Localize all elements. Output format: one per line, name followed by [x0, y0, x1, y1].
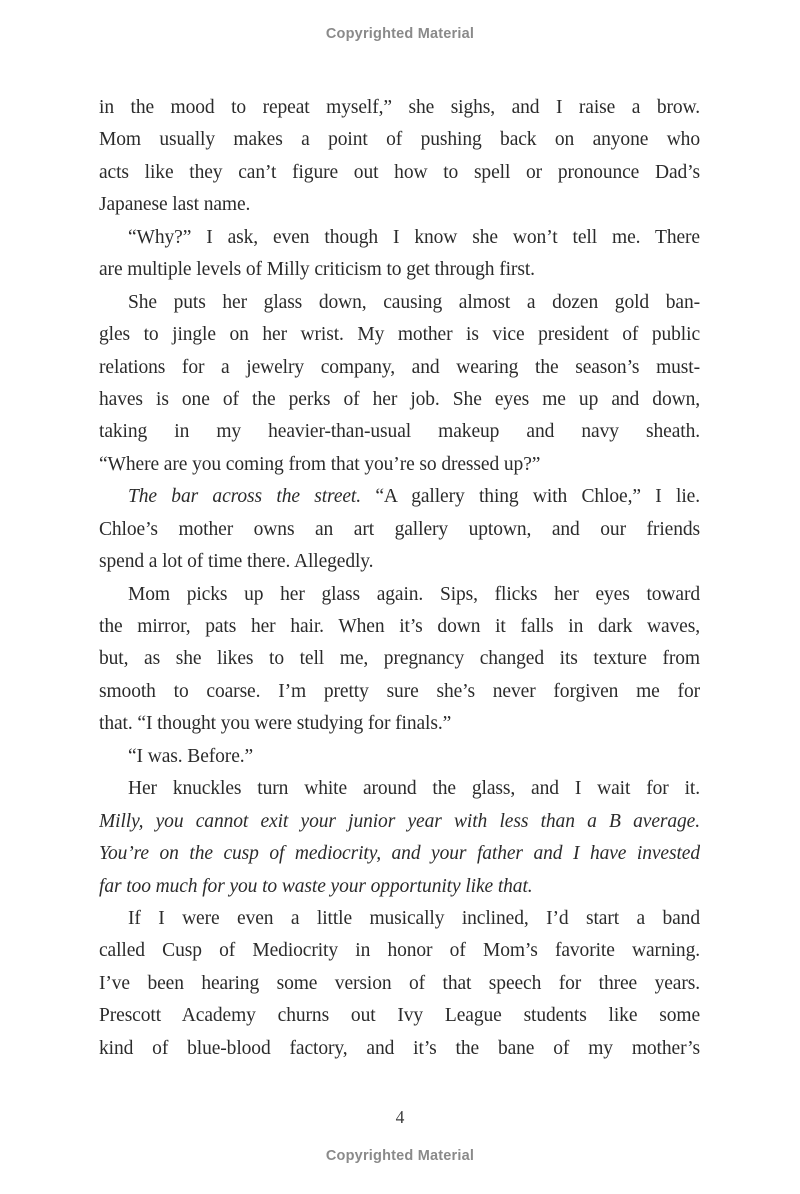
text-line [99, 708, 700, 740]
text-line [99, 157, 700, 189]
page-number: 4 [395, 1107, 405, 1127]
text-segment: Her knuckles turn white around the glass, and I wait for it. [128, 778, 700, 800]
text-line [99, 514, 700, 546]
text-line [99, 579, 700, 611]
text-line [99, 92, 700, 124]
text-segment: “Why?” I ask, even though I know she won’t tell me. There [128, 226, 700, 248]
text-segment: gles to jingle on her wrist. My mother is vice president of public [99, 324, 700, 346]
text-segment: haves is one of the perks of her job. She eyes me up and down, [99, 388, 700, 410]
text-segment: spend a lot of time there. Allegedly. [99, 551, 374, 573]
text-segment: Japanese last name. [99, 194, 251, 216]
text-segment: She puts her glass down, causing almost a dozen gold ban- [128, 291, 700, 313]
text-segment: acts like they can’t figure out how to spell or pronounce Dad’s [99, 161, 700, 183]
text-line [99, 222, 700, 254]
text-line [99, 935, 700, 967]
text-line [99, 384, 700, 416]
text-line [99, 546, 700, 578]
text-segment: Mom picks up her glass again. Sips, flicks her eyes toward [128, 583, 700, 605]
text-segment: that. “I thought you were studying for finals.” [99, 713, 452, 735]
text-line [99, 806, 700, 838]
text-segment: smooth to coarse. I’m pretty sure she’s never forgiven me for [99, 680, 700, 702]
text-segment: If I were even a little musically inclined, I’d start a band [128, 907, 700, 929]
text-line [99, 124, 700, 156]
text-segment: I’ve been hearing some version of that speech for three years. [99, 972, 700, 994]
text-line [99, 189, 700, 221]
text-line [99, 1000, 700, 1032]
text-line [99, 449, 700, 481]
footer-copyright-notice: Copyrighted Material [325, 1148, 475, 1164]
text-line [99, 871, 700, 903]
text-line [99, 481, 700, 513]
text-segment: are multiple levels of Milly criticism to get through first. [99, 259, 535, 281]
text-segment: “A gallery thing with Chloe,” I lie. [361, 486, 700, 508]
text-segment: Mom usually makes a point of pushing back on anyone who [99, 129, 700, 151]
text-segment: Prescott Academy churns out Ivy League students like some [99, 1005, 700, 1027]
text-segment: but, as she likes to tell me, pregnancy changed its texture from [99, 648, 700, 670]
header-copyright-notice: Copyrighted Material [325, 26, 475, 42]
text-segment: the mirror, pats her hair. When it’s down it falls in dark waves, [99, 616, 700, 637]
text-line [99, 643, 700, 675]
body-text [99, 92, 700, 1065]
text-line [99, 741, 700, 773]
text-line [99, 968, 700, 1000]
text-line [99, 676, 700, 708]
text-segment-italic: far too much for you to waste your opportunity like that. [99, 875, 533, 897]
text-line [99, 1033, 700, 1065]
text-line [99, 319, 700, 351]
text-line [99, 352, 700, 384]
text-segment: taking in my heavier-than-usual makeup and navy sheath. [99, 421, 700, 443]
text-line [99, 773, 700, 805]
text-segment-italic: The bar across the street. [128, 486, 362, 508]
text-segment-italic: You’re on the cusp of mediocrity, and your father and I have invested [99, 843, 700, 865]
text-segment: “I was. Before.” [128, 745, 254, 767]
text-segment: Chloe’s mother owns an art gallery uptown, and our friends [99, 518, 700, 540]
text-segment-italic: Milly, you cannot exit your junior year with less than a B average. [99, 810, 700, 832]
text-segment: kind of blue-blood factory, and it’s the bane of my mother’s [99, 1037, 700, 1059]
text-line [99, 254, 700, 286]
text-line [99, 287, 700, 319]
text-segment: relations for a jewelry company, and wearing the season’s must- [99, 356, 700, 378]
text-line [99, 903, 700, 935]
text-line [99, 838, 700, 870]
text-segment: in the mood to repeat myself,” she sighs, and I raise a brow. [99, 97, 700, 118]
text-segment: called Cusp of Mediocrity in honor of Mom’s favorite warning. [99, 940, 700, 962]
text-segment: “Where are you coming from that you’re so dressed up?” [99, 453, 541, 475]
text-line [99, 611, 700, 643]
text-line [99, 416, 700, 448]
